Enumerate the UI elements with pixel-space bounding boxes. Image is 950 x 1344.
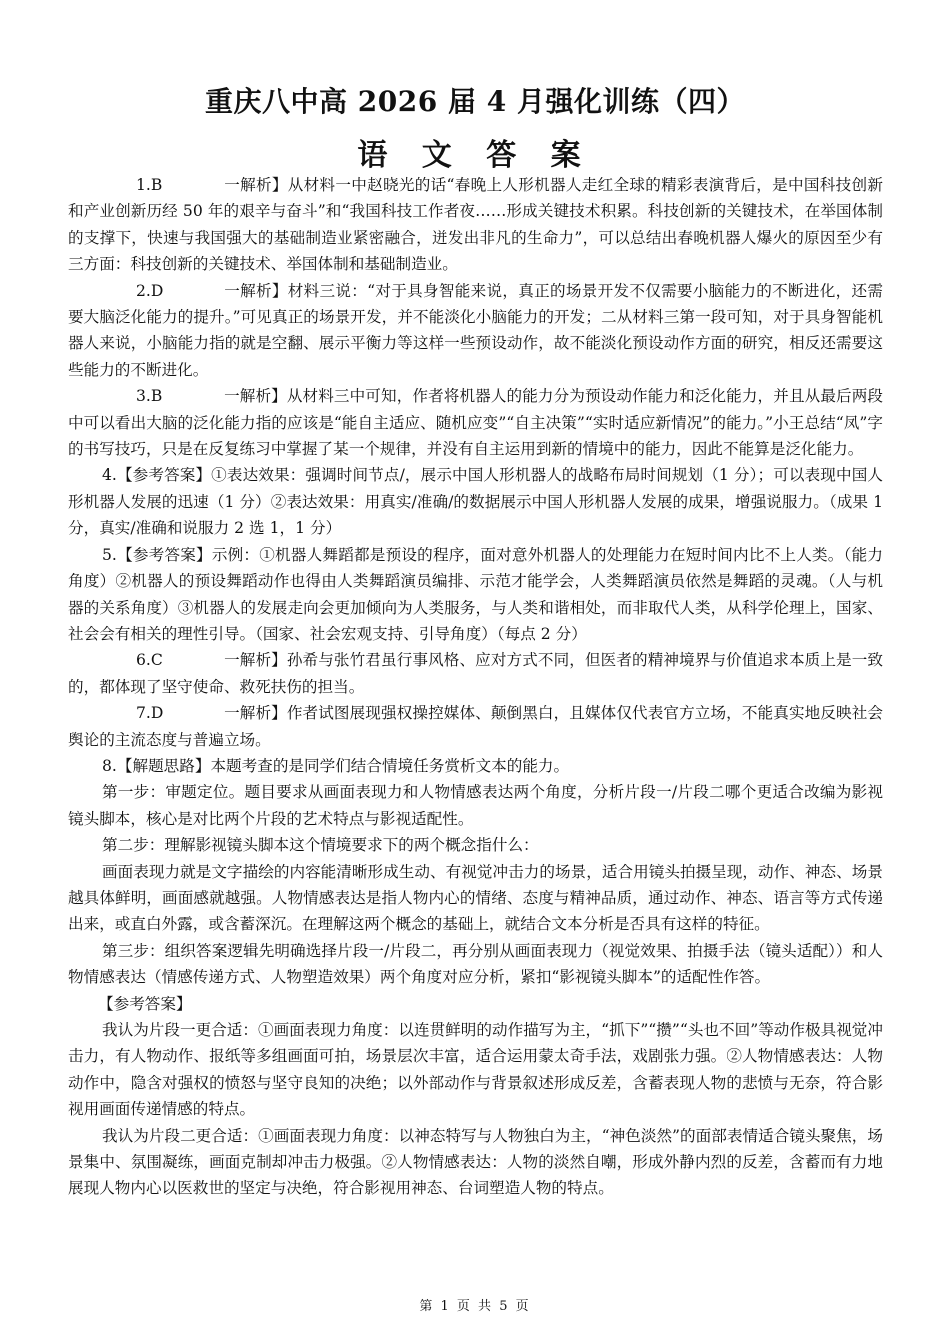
question-number: 1.B [136,176,163,194]
answer-content [68,172,883,1202]
answer-text: 我认为片段二更合适：①画面表现力角度：以神态特写与人物独白为主，“神色淡然”的面部表情适合镜头聚焦，场景集中、氛围凝练，画面克制却冲击力极强。②人物情感表达：人物的淡然自嘲，形成外静内烈的反差，含蓄而有力地展现人物内心以医救世的坚定与决绝，符合影视用神态、台词塑造人物的特点。 [68,1126,883,1198]
answer-text: 画面表现力就是文字描绘的内容能清晰形成生动、有视觉冲击力的场景，适合用镜头拍摄呈现，动作、神态、场景越具体鲜明，画面感就越强。人物情感表达是指人物内心的情绪、态度与精神品质，通过动作、神态、语言等方式传递出来，或直白外露，或含蓄深沉。在理解这两个概念的基础上，就结合文本分析是否具有这样的特征。 [68,862,883,934]
answer-text: 【参考答案】 [98,994,192,1013]
answer-text: 一解析】从材料一中赵晓光的话“春晚上人形机器人走红全球的精彩表演背后，是中国科技创新和产业创新历经 50 年的艰辛与奋斗”和“我国科技工作者夜……形成关键技术积累。科技创新的关键技术，在举国体制的支撑下，快速与我国强大的基础制造业紧密融合，迸发出非凡的生命力”，可以总结出春晚机器人爆火的原因至少有三方面：科技创新的关键技术、举国体制和基础制造业。 [68,176,883,274]
answer-text: 一解析】作者试图展现强权操控媒体、颠倒黑白，且媒体仅代表官方立场，不能真实地反映社会舆论的主流态度与普遍立场。 [68,704,883,749]
solution-step-1 [68,779,883,832]
answer-text: 第一步：审题定位。题目要求从画面表现力和人物情感表达两个角度，分析片段一/片段二哪个更适合改编为影视镜头脚本，核心是对比两个片段的艺术特点与影视适配性。 [68,783,883,828]
solution-step-2 [68,832,883,858]
answer-text: 一解析】孙希与张竹君虽行事风格、应对方式不同，但医者的精神境界与价值追求本质上是一致的，都体现了坚守使命、救死扶伤的担当。 [68,651,883,696]
solution-step-3 [68,938,883,991]
question-number: 6.C [136,651,163,670]
answer-text: 一解析】材料三说：“对于具身智能来说，真正的场景开发不仅需要小脑能力的不断进化，还需要大脑泛化能力的提升。”可见真正的场景开发，并不能淡化小脑能力的开发；二从材料三第一段可知，对于具身智能机器人来说，小脑能力指的就是空翻、展示平衡力等这样一些预设动作，故不能淡化预设动作方面的研究，相反还需要这些能力的不断进化。 [68,281,883,379]
question-number: 7.D [136,704,164,723]
reference-answer-heading [68,991,883,1017]
answer-item-1 [68,172,883,278]
question-number: 2.D [136,281,164,300]
answer-item-4 [68,462,883,541]
page-number: 第 1 页 共 5 页 [419,1299,531,1314]
reference-answer-option-1 [68,1017,883,1123]
answer-text: 我认为片段一更合适：①画面表现力角度：以连贯鲜明的动作描写为主，“抓下”“攒”“头也不回”等动作极具视觉冲击力，有人物动作、报纸等多组画面可拍，场景层次丰富，适合运用蒙太奇手法，戏剧张力强。②人物情感表达：人物动作中，隐含对强权的愤怒与坚守良知的决绝；以外部动作与背景叙述形成反差，含蓄表现人物的悲愤与无奈，符合影视用画面传递情感的特点。 [68,1021,883,1119]
answer-item-8 [68,753,883,779]
document-title: 重庆八中高 2026 届 4 月强化训练（四） [205,85,745,118]
answer-item-5 [68,542,883,648]
answer-text: 第二步：理解影视镜头脚本这个情境要求下的两个概念指什么： [102,836,539,855]
answer-item-7 [68,700,883,753]
reference-answer-option-2 [68,1123,883,1202]
solution-step-2-detail [68,859,883,938]
answer-text: 第三步：组织答案逻辑先明确选择片段一/片段二，再分别从画面表现力（视觉效果、拍摄手法（镜头适配））和人物情感表达（情感传递方式、人物塑造效果）两个角度对应分析，紧扣“影视镜头脚本”的适配性作答。 [68,941,883,987]
answer-item-6 [68,647,883,700]
answer-text: 4.【参考答案】①表达效果：强调时间节点/，展示中国人形机器人的战略布局时间规划（1 分）；可以表现中国人形机器人发展的迅速（1 分）②表达效果：用真实/准确/的数据展示中国人形机器人发展的成果，增强说服力。（成果 1 分，真实/准确和说服力 2 选 1，1 分） [68,466,883,538]
answer-text: 5.【参考答案】示例：①机器人舞蹈都是预设的程序，面对意外机器人的处理能力在短时间内比不上人类。（能力角度）②机器人的预设舞蹈动作也得由人类舞蹈演员编排、示范才能学会，人类舞蹈演员依然是舞蹈的灵魂。（人与机器的关系角度）③机器人的发展走向会更加倾向为人类服务，与人类和谐相处，而非取代人类，从科学伦理上，国家、社会会有相关的理性引导。（国家、社会宏观支持、引导角度）（每点 2 分） [68,545,883,643]
answer-item-3 [68,383,883,462]
answer-item-2 [68,278,883,384]
question-number: 3.B [136,387,163,406]
answer-text: 8.【解题思路】本题考查的是同学们结合情境任务赏析文本的能力。 [102,756,570,775]
document-subtitle: 语 文 答 案 [357,138,593,173]
answer-text: 一解析】从材料三中可知，作者将机器人的能力分为预设动作能力和泛化能力，并且从最后两段中可以看出大脑的泛化能力指的应该是“能自主适应、随机应变”“自主决策”“实时适应新情况”的能力。”小王总结“凤”字的书写技巧，只是在反复练习中掌握了某一个规律，并没有自主运用到新的情境中的能力，因此不能算是泛化能力。 [68,387,883,459]
